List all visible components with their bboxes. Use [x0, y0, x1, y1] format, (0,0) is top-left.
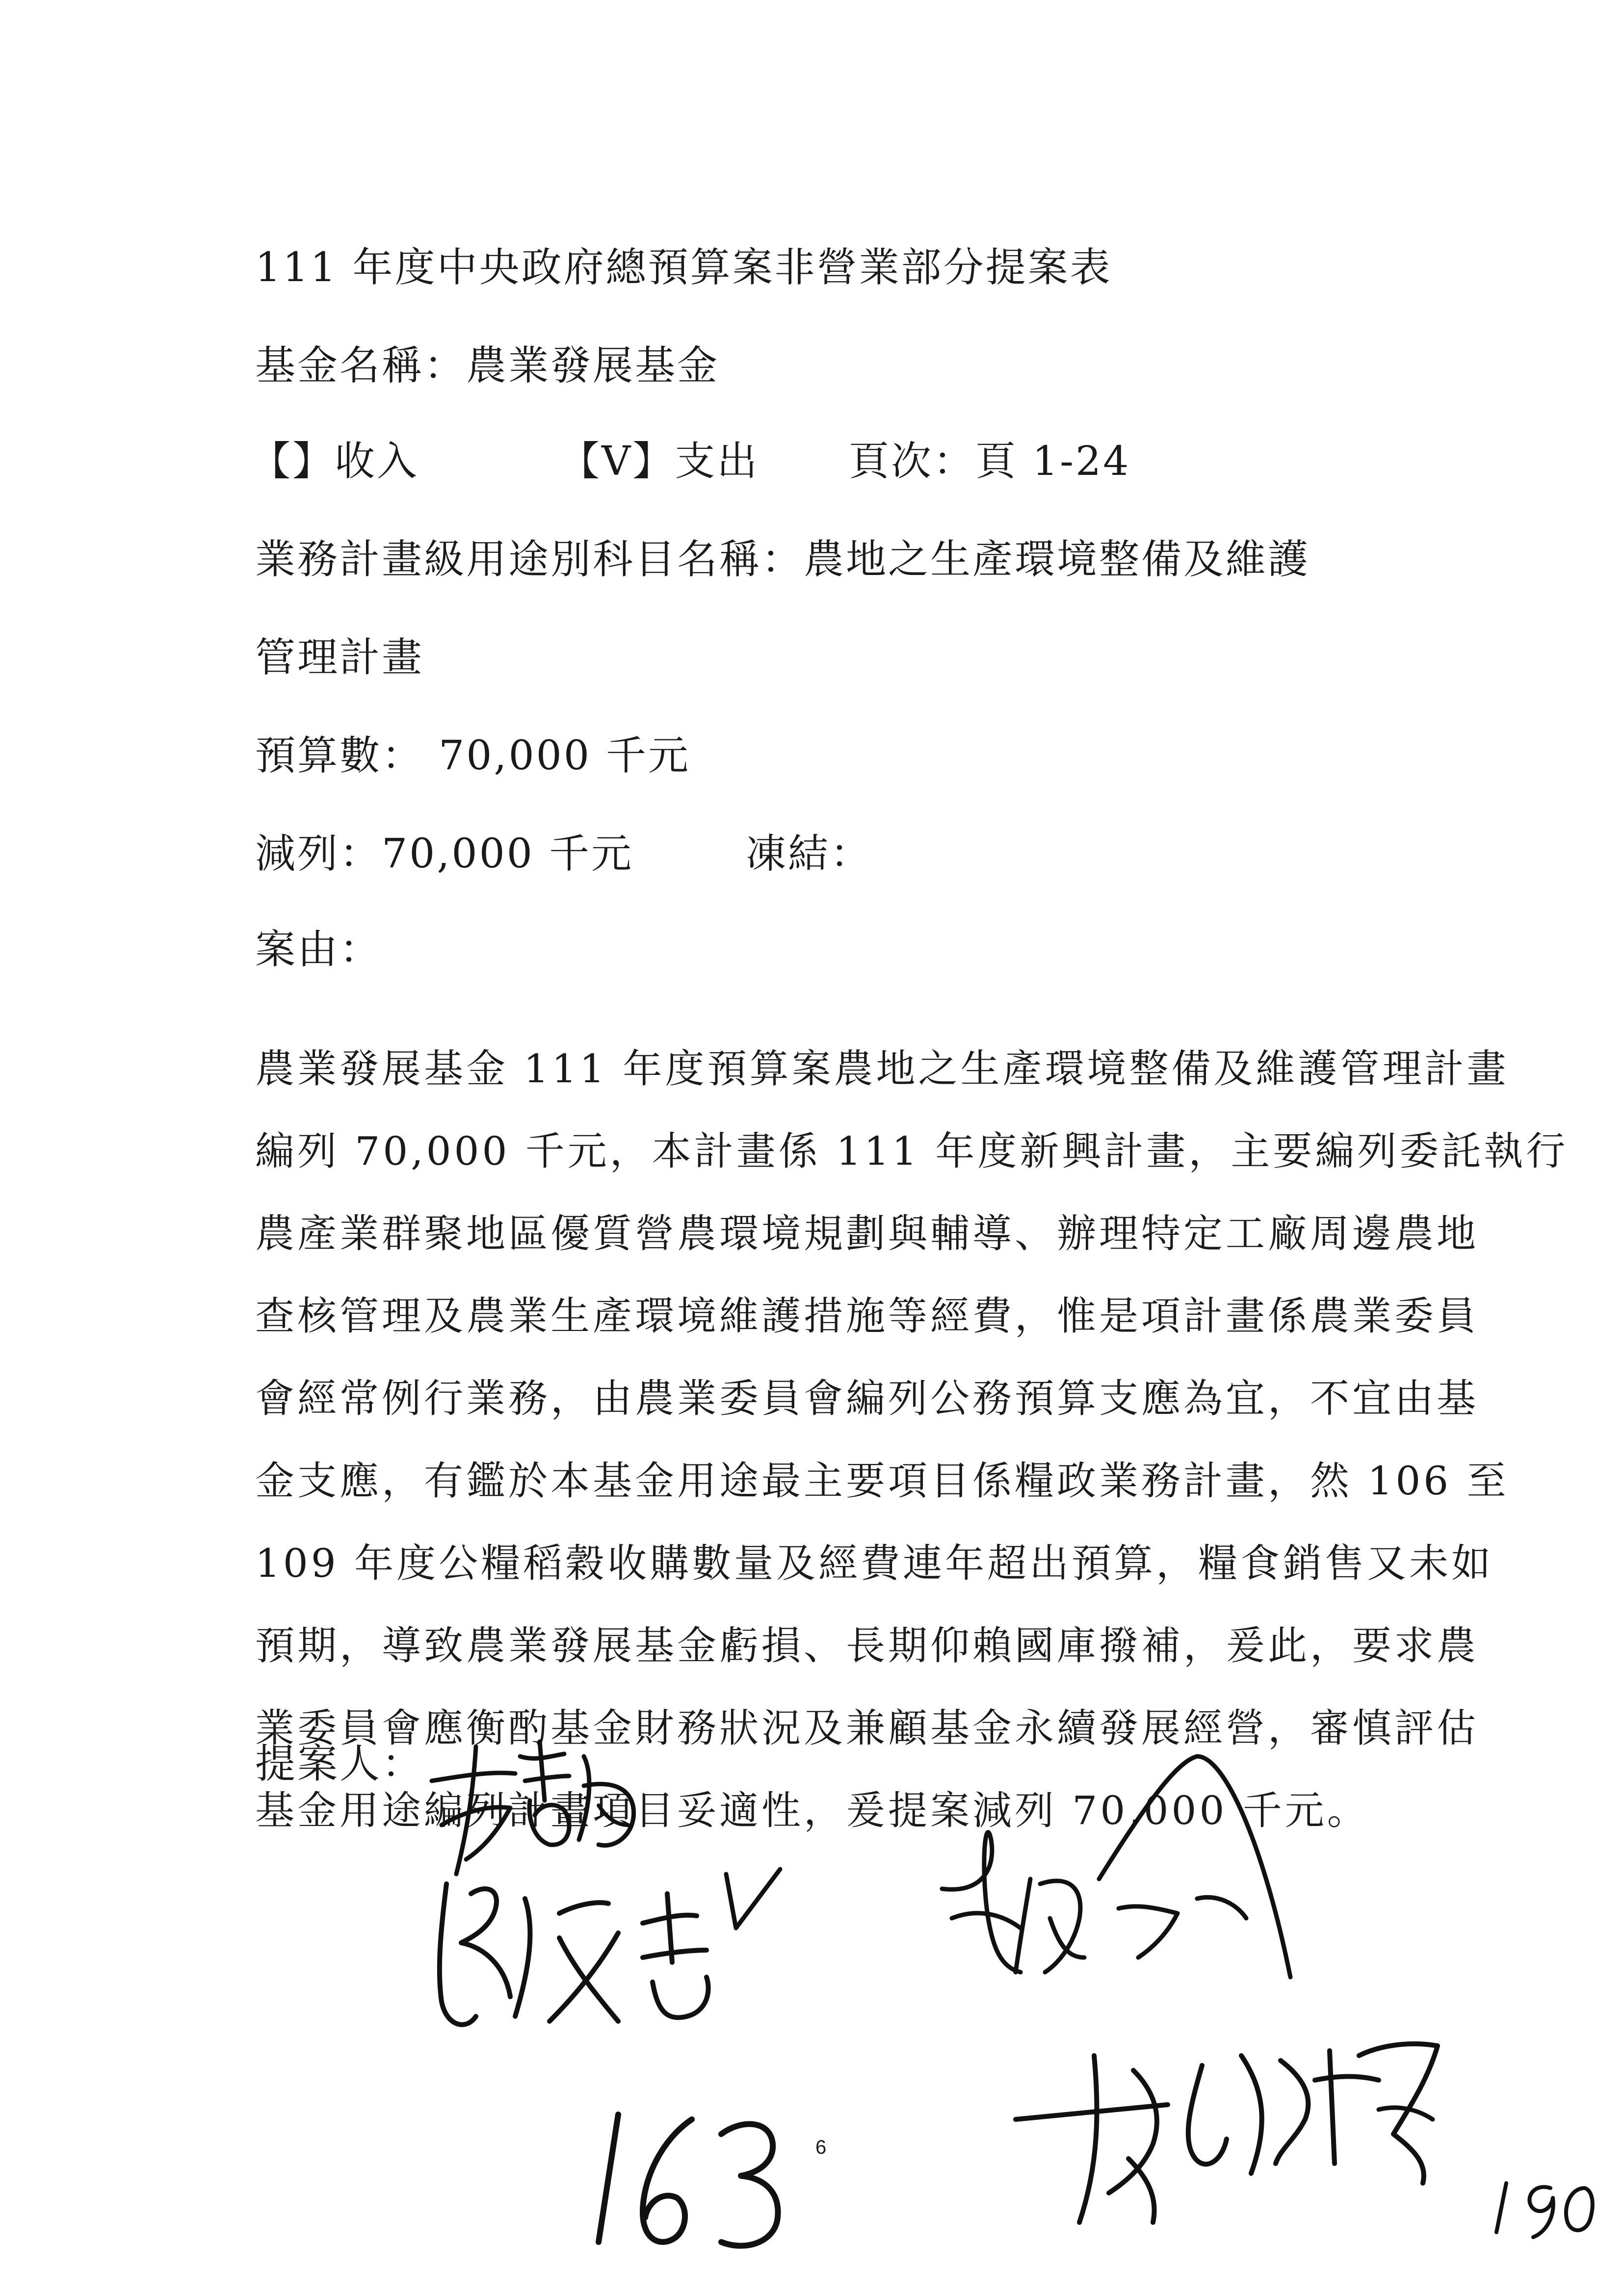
reason-line: 基金用途編列計畫項目妥適性，爰提案減列 70,000 千元。 [255, 1788, 1369, 1833]
printed-page-number: 6 [815, 2137, 827, 2158]
income-option: 【】收入 [250, 438, 419, 485]
reason-line: 金支應，有鑑於本基金用途最主要項目係糧政業務計畫，然 106 至 [255, 1458, 1509, 1504]
handwritten-number-163 [589, 2095, 795, 2257]
reason-line: 會經常例行業務，由農業委員會編列公務預算支應為宜，不宜由基 [255, 1376, 1479, 1421]
reason-line: 查核管理及農業生產環境維護措施等經費，惟是項計畫係農業委員 [255, 1293, 1479, 1339]
handwritten-number-right: 190 [1487, 2168, 1488, 2169]
reason-line: 109 年度公糧稻穀收購數量及經費連年超出預算，糧食銷售又未如 [255, 1540, 1494, 1586]
reason-line: 業委員會應衡酌基金財務狀況及兼顧基金永續發展經營，審慎評估 [255, 1705, 1479, 1751]
reason-line: 農業發展基金 111 年度預算案農地之生產環境整備及維護管理計畫 [255, 1046, 1509, 1092]
reason-label: 案由： [255, 926, 382, 973]
handwritten-number-190 [1487, 2168, 1604, 2247]
reason-line: 編列 70,000 千元，本計畫係 111 年度新興計畫，主要編列委託執行 [255, 1128, 1569, 1174]
page-reference: 頁次：頁 1-24 [849, 438, 1131, 485]
document-title: 111 年度中央政府總預算案非營業部分提案表 [255, 244, 1112, 291]
reduction-amount: 減列：70,000 千元 [255, 831, 633, 877]
proposer-signature-3 [922, 1742, 1315, 2007]
fund-name: 基金名稱：農業發展基金 [255, 342, 720, 389]
reason-line: 預期，導致農業發展基金虧損、長期仰賴國庫撥補，爰此，要求農 [255, 1623, 1479, 1669]
proposer-label: 提案人： [255, 1741, 424, 1787]
program-name-line2: 管理計畫 [255, 634, 424, 681]
reason-line: 農產業群聚地區優質營農環境規劃與輔導、辦理特定工廠周邊農地 [255, 1211, 1479, 1256]
budget-amount: 預算數： 70,000 千元 [255, 732, 691, 779]
proposer-signature-4 [1006, 2036, 1472, 2242]
freeze-amount: 凍結： [746, 831, 873, 877]
proposer-signature-2 [412, 1854, 814, 2061]
program-name-line1: 業務計畫級用途別科目名稱：農地之生產環境整備及維護 [255, 536, 1310, 583]
expense-option: 【V】支出 [559, 438, 760, 485]
